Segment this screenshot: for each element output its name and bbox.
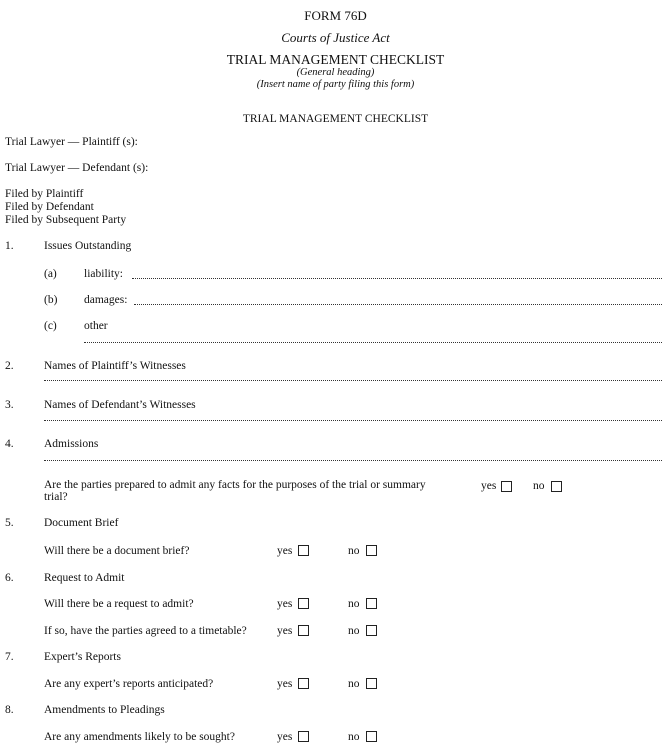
admit-facts-question-line1: Are the parties prepared to admit any facts for the purposes of the trial or summary bbox=[44, 479, 426, 491]
request-to-admit-yes-checkbox[interactable] bbox=[298, 598, 309, 609]
experts-reports-no-checkbox[interactable] bbox=[366, 678, 377, 689]
general-heading: (General heading) bbox=[296, 67, 375, 78]
trial-lawyer-defendant: Trial Lawyer — Defendant (s): bbox=[5, 162, 149, 174]
filed-by-subsequent-party: Filed by Subsequent Party bbox=[5, 214, 127, 226]
defendant-witnesses-line[interactable] bbox=[44, 420, 662, 421]
form-subtitle: TRIAL MANAGEMENT CHECKLIST bbox=[242, 113, 429, 125]
document-brief-no-checkbox[interactable] bbox=[366, 545, 377, 556]
timetable-no-label: no bbox=[348, 625, 360, 637]
request-to-admit-no-checkbox[interactable] bbox=[366, 598, 377, 609]
admissions-line[interactable] bbox=[44, 460, 662, 461]
experts-reports-yes-checkbox[interactable] bbox=[298, 678, 309, 689]
amendments-yes-label: yes bbox=[277, 731, 293, 743]
form-title: TRIAL MANAGEMENT CHECKLIST bbox=[226, 52, 445, 67]
timetable-question: If so, have the parties agreed to a timetable? bbox=[44, 625, 247, 637]
request-to-admit-question: Will there be a request to admit? bbox=[44, 598, 194, 610]
section-1c-letter: (c) bbox=[44, 320, 57, 332]
section-5-title: Document Brief bbox=[44, 517, 119, 529]
timetable-no-checkbox[interactable] bbox=[366, 625, 377, 636]
document-brief-yes-label: yes bbox=[277, 545, 293, 557]
section-1b-letter: (b) bbox=[44, 294, 58, 306]
timetable-yes-label: yes bbox=[277, 625, 293, 637]
section-1-title: Issues Outstanding bbox=[44, 240, 132, 252]
amendments-question: Are any amendments likely to be sought? bbox=[44, 731, 235, 743]
timetable-yes-checkbox[interactable] bbox=[298, 625, 309, 636]
document-brief-yes-checkbox[interactable] bbox=[298, 545, 309, 556]
section-1a-label: liability: bbox=[84, 268, 123, 280]
section-6-number: 6. bbox=[5, 572, 14, 584]
section-8-number: 8. bbox=[5, 704, 14, 716]
experts-reports-question: Are any expert’s reports anticipated? bbox=[44, 678, 214, 690]
amendments-no-label: no bbox=[348, 731, 360, 743]
liability-line[interactable] bbox=[132, 278, 662, 279]
other-issues-line[interactable] bbox=[84, 342, 662, 343]
section-1b-label: damages: bbox=[84, 294, 128, 306]
experts-reports-no-label: no bbox=[348, 678, 360, 690]
section-1c-label: other bbox=[84, 320, 108, 332]
section-2-number: 2. bbox=[5, 360, 14, 372]
section-3-title: Names of Defendant’s Witnesses bbox=[44, 399, 196, 411]
section-1a-letter: (a) bbox=[44, 268, 57, 280]
request-to-admit-no-label: no bbox=[348, 598, 360, 610]
section-1-number: 1. bbox=[5, 240, 14, 252]
section-8-title: Amendments to Pleadings bbox=[44, 704, 165, 716]
section-2-title: Names of Plaintiff’s Witnesses bbox=[44, 360, 186, 372]
admit-facts-yes-label: yes bbox=[481, 480, 497, 492]
trial-lawyer-plaintiff: Trial Lawyer — Plaintiff (s): bbox=[5, 136, 138, 148]
section-5-number: 5. bbox=[5, 517, 14, 529]
document-brief-no-label: no bbox=[348, 545, 360, 557]
section-7-title: Expert’s Reports bbox=[44, 651, 121, 663]
damages-line[interactable] bbox=[134, 304, 662, 305]
filed-by-defendant: Filed by Defendant bbox=[5, 201, 94, 213]
insert-name-note: (Insert name of party filing this form) bbox=[256, 79, 415, 90]
section-3-number: 3. bbox=[5, 399, 14, 411]
section-7-number: 7. bbox=[5, 651, 14, 663]
request-to-admit-yes-label: yes bbox=[277, 598, 293, 610]
section-4-title: Admissions bbox=[44, 438, 99, 450]
amendments-yes-checkbox[interactable] bbox=[298, 731, 309, 742]
admit-facts-yes-checkbox[interactable] bbox=[501, 481, 512, 492]
plaintiff-witnesses-line[interactable] bbox=[44, 380, 662, 381]
document-brief-question: Will there be a document brief? bbox=[44, 545, 190, 557]
admit-facts-no-checkbox[interactable] bbox=[551, 481, 562, 492]
amendments-no-checkbox[interactable] bbox=[366, 731, 377, 742]
form-number: FORM 76D bbox=[304, 8, 367, 23]
section-4-number: 4. bbox=[5, 438, 14, 450]
section-6-title: Request to Admit bbox=[44, 572, 125, 584]
experts-reports-yes-label: yes bbox=[277, 678, 293, 690]
admit-facts-question-line2: trial? bbox=[44, 491, 68, 503]
filed-by-plaintiff: Filed by Plaintiff bbox=[5, 188, 84, 200]
act-name: Courts of Justice Act bbox=[281, 30, 390, 45]
admit-facts-no-label: no bbox=[533, 480, 545, 492]
